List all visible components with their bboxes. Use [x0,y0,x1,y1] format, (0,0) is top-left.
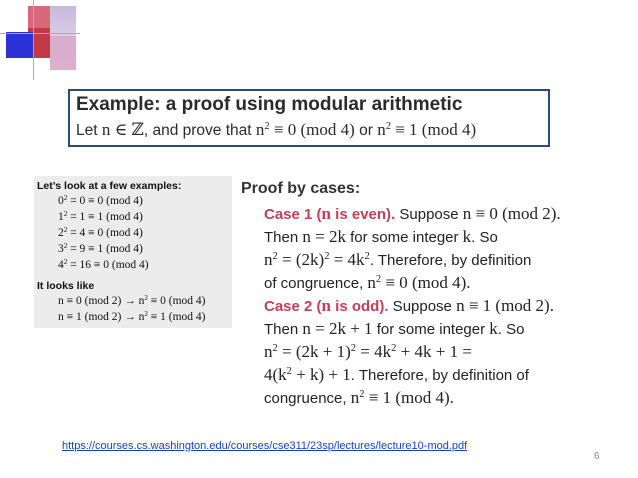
case1-line3: $n^2 = (2k)^2 = 4k^2$. Therefore, by definition [264,250,532,269]
case2-label: Case 2 (n is odd). [264,296,389,315]
pattern-line-odd: n ≡ 1 (mod $2) \to n^2 \equiv 1$ (mod 4) [58,310,206,323]
title-box [68,89,550,147]
decorative-line-v [33,0,34,80]
example-line: $4^2 = 16 \equiv 0$ (mod 4) [58,258,149,271]
example-line: $2^2 = 4 \equiv 0$ (mod 4) [58,226,143,239]
examples-heading: Let’s look at a few examples: [37,180,182,192]
example-line: $3^2 = 9 \equiv 1$ (mod 4) [58,242,143,255]
decorative-line-h [0,33,80,34]
decorative-square-pink [50,36,76,70]
problem-statement [76,117,542,144]
case1-label: Case 1 (n is even). [264,204,396,223]
case2-line4: $4(k^2 + k) + 1$. Therefore, by definition of [264,365,529,384]
source-link[interactable]: https://courses.cs.washington.edu/courses/cse311/23sp/lectures/lecture10-mod.pdf [62,440,468,452]
proof-block [241,180,601,407]
slide-title: Example: a proof using modular arithmetic [76,94,463,115]
statement-or: or [354,122,378,139]
case2-line1: Case 2 (n is odd). Suppose n ≡ 1 (mod 2). [264,296,554,315]
page-number: 6 [594,451,600,462]
decorative-square-blue [6,32,34,58]
examples-panel [34,176,232,328]
statement-right: $n^2 \equiv 1$ (mod 4) [377,120,477,139]
proof-heading: Proof by cases: [241,180,361,197]
statement-left: $n^2 \equiv 0$ (mod 4) [255,120,355,139]
case1-line2: Then n = 2k for some integer k. So [264,227,498,246]
case2-line5: congruence, $n^2 \equiv 1$ (mod 4). [264,388,454,407]
pattern-line-even: n ≡ 0 (mod $2) \to n^2 \equiv 0$ (mod 4) [58,294,206,307]
case1-line1: Case 1 (n is even). Suppose n ≡ 0 (mod 2). [264,204,561,223]
example-line: $1^2 = 1 \equiv 1$ (mod 4) [58,210,143,223]
looks-like-heading: It looks like [37,280,95,292]
case2-line2: Then n = 2k + 1 for some integer k. So [264,319,525,338]
example-line: $0^2 = 0 \equiv 0$ (mod 4) [58,194,143,207]
case2-line3: $n^2 = (2k + 1)^2 = 4k^2 + 4k + 1$ = [264,342,472,361]
statement-let: Let [76,122,102,139]
decorative-square-red-top [28,6,50,28]
statement-prove: , and prove that [143,122,256,139]
case1-line4: of congruence, $n^2 \equiv 0$ (mod 4). [264,273,471,292]
statement-n-in-z: n ∈ ℤ [101,120,144,139]
